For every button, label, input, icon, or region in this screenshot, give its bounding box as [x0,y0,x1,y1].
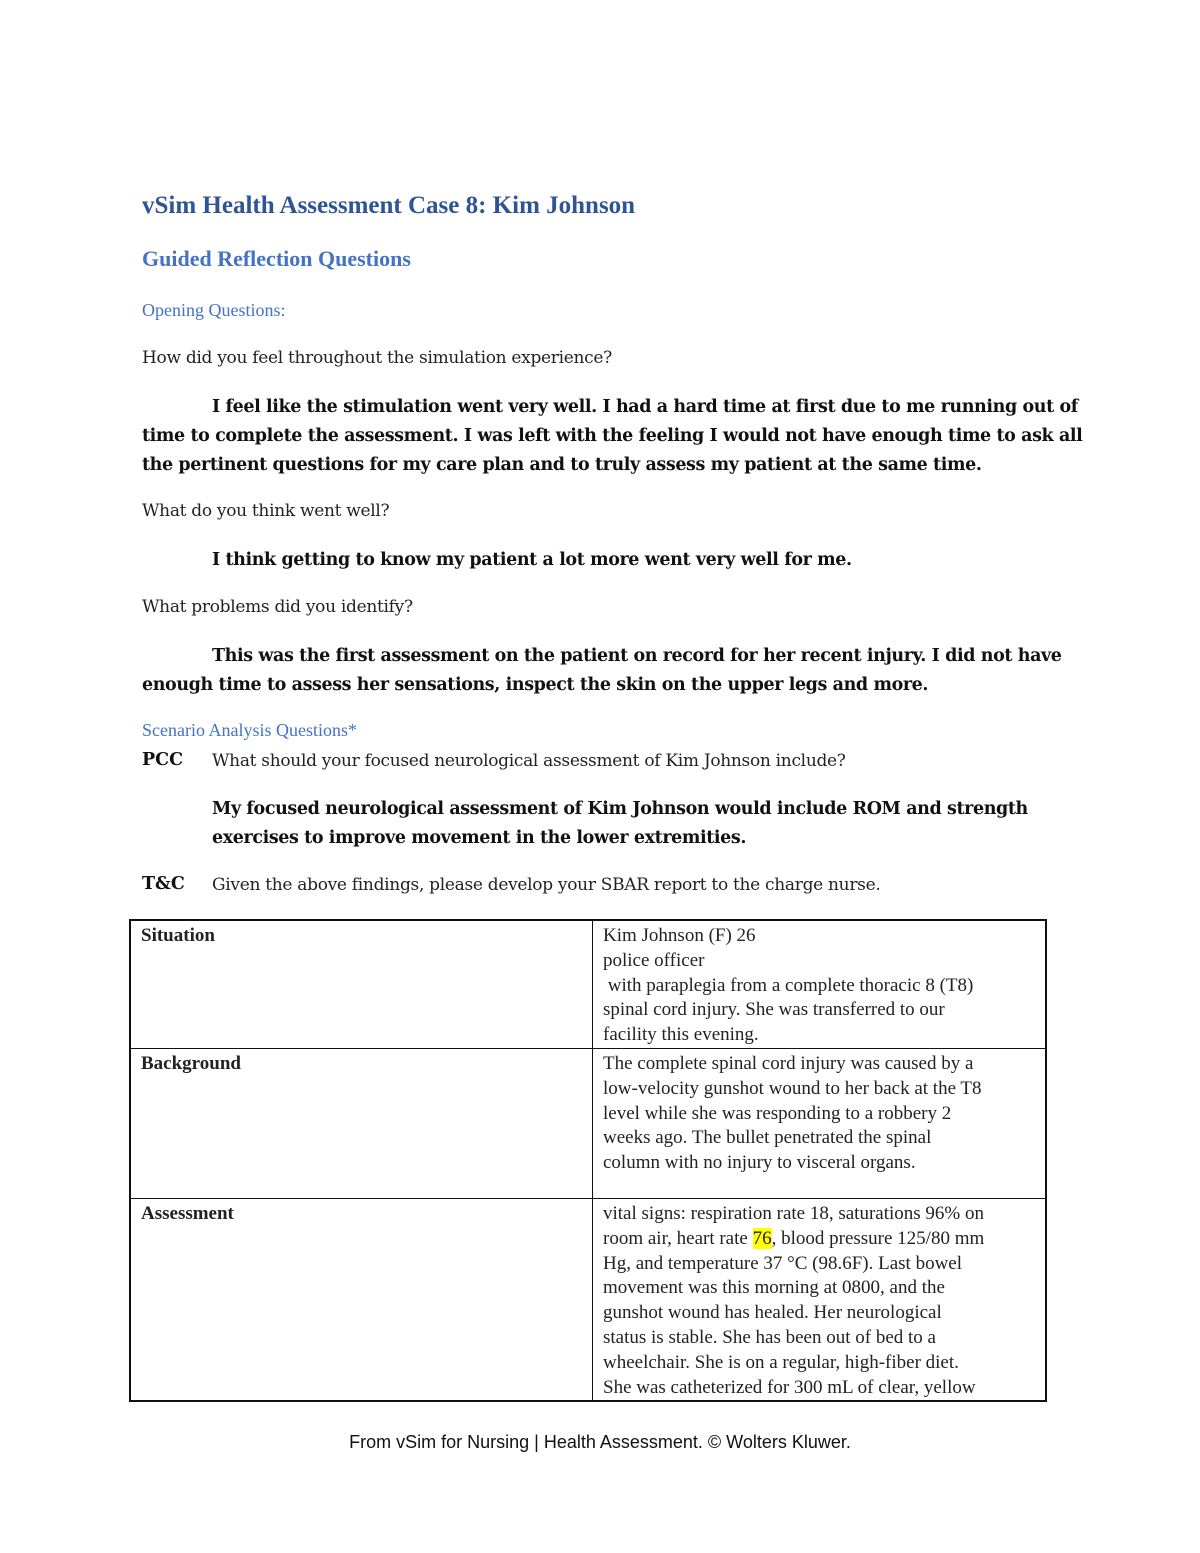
content-line: Kim Johnson (F) 26 [603,925,756,946]
sbar-table [129,919,1047,1402]
opening-answer-1 [142,393,1083,480]
answer-line: I feel like the stimulation went very well. I had a hard time at first due to me running out of [212,397,1078,417]
tc-question: Given the above findings, please develop your SBAR report to the charge nurse. [212,875,881,895]
answer-line: exercises to improve movement in the lower extremities. [212,828,747,848]
content-line: She was catheterized for 300 mL of clear, yellow [603,1376,976,1398]
opening-question-3: What problems did you identify? [142,597,413,617]
answer-line: time to complete the assessment. I was left with the feeling I would not have enough time to ask all [142,426,1083,446]
sbar-row-background [130,1048,1046,1198]
pcc-code: PCC [142,750,184,770]
content-line: gunshot wound has healed. Her neurological [603,1302,942,1324]
situation-content [593,920,1047,1048]
content-line: with paraplegia from a complete thoracic 8 (T8) [603,974,974,996]
assessment-label: Assessment [130,1198,593,1401]
opening-question-2: What do you think went well? [142,501,390,521]
content-line: level while she was responding to a robbery 2 [603,1102,952,1124]
page-footer: From vSim for Nursing | Health Assessment. © Wolters Kluwer. [349,1432,851,1452]
pcc-answer [212,795,1028,853]
answer-line: This was the first assessment on the patient on record for her recent injury. I did not have [212,646,1062,666]
content-line: wheelchair. She is on a regular, high-fiber diet. [603,1351,959,1373]
tc-code: T&C [142,874,185,894]
content-line: low-velocity gunshot wound to her back at the T8 [603,1077,982,1099]
answer-line: enough time to assess her sensations, inspect the skin on the upper legs and more. [142,675,929,695]
content-line: Hg, and temperature 37 °C (98.6F). Last bowel [603,1252,963,1274]
opening-answer-2: I think getting to know my patient a lot more went very well for me. [212,550,852,570]
document-title: vSim Health Assessment Case 8: Kim Johnson [142,192,636,219]
content-text: room air, heart rate [603,1227,753,1249]
sbar-row-assessment [130,1198,1046,1401]
background-label: Background [130,1048,593,1198]
content-line: police officer [603,949,705,971]
content-line: movement was this morning at 0800, and the [603,1277,945,1299]
content-line [603,1227,1035,1252]
assessment-content [593,1198,1047,1401]
content-line: facility this evening. [603,1024,759,1046]
situation-label: Situation [130,920,593,1048]
content-line: status is stable. She has been out of bed to a [603,1326,936,1348]
opening-question-1: How did you feel throughout the simulation experience? [142,348,612,368]
opening-questions-heading: Opening Questions: [142,300,286,320]
answer-line: the pertinent questions for my care plan and to truly assess my patient at the same time. [142,455,982,475]
document-subtitle: Guided Reflection Questions [142,246,411,271]
scenario-analysis-heading: Scenario Analysis Questions* [142,720,357,740]
highlighted-heart-rate: 76 [752,1227,772,1249]
content-line: weeks ago. The bullet penetrated the spinal [603,1127,932,1149]
content-line: vital signs: respiration rate 18, saturations 96% on [603,1202,984,1224]
background-content [593,1048,1047,1198]
content-line: spinal cord injury. She was transferred to our [603,999,945,1021]
sbar-row-situation [130,920,1046,1048]
pcc-question: What should your focused neurological assessment of Kim Johnson include? [212,751,846,771]
content-text: , blood pressure 125/80 mm [771,1227,985,1249]
content-line: The complete spinal cord injury was caused by a [603,1052,974,1074]
answer-line: My focused neurological assessment of Kim Johnson would include ROM and strength [212,799,1028,819]
opening-answer-3 [142,642,1072,700]
content-line: column with no injury to visceral organs. [603,1152,916,1174]
